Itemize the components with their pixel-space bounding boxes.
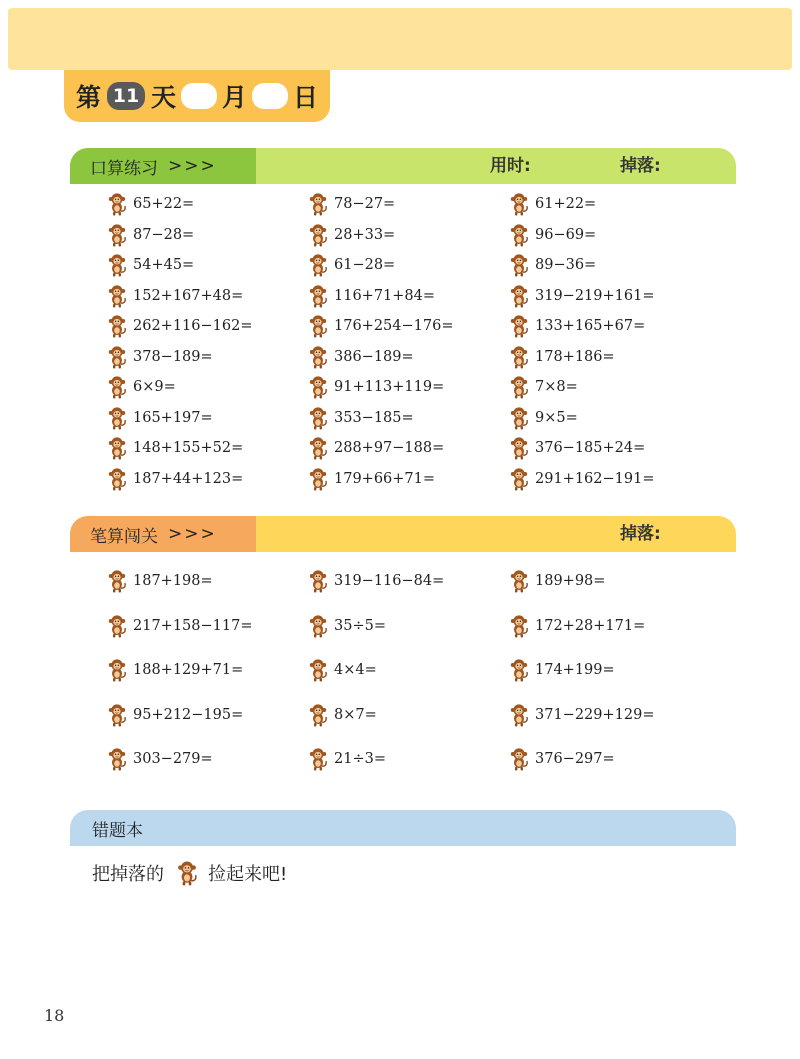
problem-expression: 386−189= (334, 348, 414, 365)
problem-expression: 376−297= (535, 751, 615, 767)
problem-expression: 376−185+24= (535, 440, 646, 456)
problem-expression: 96−69= (535, 226, 597, 243)
oral-practice-title: 口算练习 (90, 158, 158, 179)
monkey-icon (176, 860, 198, 886)
wrong-answer-book-bar (70, 810, 736, 846)
problem-expression: 188+129+71= (133, 662, 244, 678)
written-dropped-label: 掉落: (620, 524, 661, 544)
problem-expression: 116+71+84= (334, 287, 436, 304)
monkey-icon (308, 467, 328, 491)
time-used-label: 用时: (490, 156, 531, 176)
problem-item (107, 466, 243, 492)
oral-arrows: >>> (168, 156, 217, 176)
written-practice-bar (70, 516, 736, 552)
written-practice-label (70, 516, 256, 552)
problem-expression: 187+198= (133, 573, 213, 589)
problem-expression: 319−219+161= (535, 287, 655, 304)
problem-item (509, 702, 654, 728)
problem-item (308, 191, 395, 217)
problem-expression: 178+186= (535, 348, 615, 365)
date-label: 日 (293, 83, 319, 112)
monkey-icon (308, 223, 328, 247)
monkey-icon (509, 314, 529, 338)
problem-item (509, 283, 654, 309)
monkey-icon (308, 614, 328, 638)
monkey-icon (308, 658, 328, 682)
monkey-icon (308, 406, 328, 430)
problem-expression: 9×5= (535, 409, 578, 426)
problem-expression: 189+98= (535, 573, 606, 589)
problem-expression: 148+155+52= (133, 440, 244, 456)
monkey-icon (308, 284, 328, 308)
date-blank-field[interactable] (252, 83, 288, 109)
problem-item (509, 657, 615, 683)
problem-item (308, 313, 453, 339)
monkey-icon (308, 747, 328, 771)
problem-expression: 152+167+48= (133, 287, 244, 304)
problem-item (308, 657, 377, 683)
problem-expression: 174+199= (535, 662, 615, 678)
problem-item (107, 222, 194, 248)
monkey-icon (107, 345, 127, 369)
monkey-icon (308, 314, 328, 338)
problem-item (308, 283, 435, 309)
problem-item (308, 405, 414, 431)
oral-practice-label (70, 148, 256, 184)
problem-item (509, 405, 578, 431)
day-prefix: 第 (76, 83, 102, 112)
problem-expression: 4×4= (334, 662, 377, 678)
problem-item (308, 222, 395, 248)
monkey-icon (107, 467, 127, 491)
problem-item (509, 252, 596, 278)
problem-item (509, 435, 645, 461)
problem-expression: 28+33= (334, 226, 396, 243)
problem-expression: 378−189= (133, 348, 213, 365)
problem-item (107, 568, 213, 594)
problem-expression: 91+113+119= (334, 379, 445, 395)
monkey-icon (509, 747, 529, 771)
month-label: 月 (222, 83, 248, 112)
monkey-icon (107, 253, 127, 277)
problem-item (107, 252, 194, 278)
top-banner (8, 8, 792, 70)
problem-item (107, 374, 176, 400)
monkey-icon (509, 284, 529, 308)
problem-expression: 61−28= (334, 257, 396, 273)
problem-item (308, 702, 377, 728)
problem-item (107, 191, 194, 217)
monkey-icon (107, 284, 127, 308)
monkey-icon (509, 345, 529, 369)
page-number: 18 (44, 1006, 65, 1025)
problem-item (107, 702, 243, 728)
pickup-instruction (92, 858, 287, 888)
problem-expression: 172+28+171= (535, 617, 646, 634)
problem-item (308, 252, 395, 278)
monkey-icon (509, 223, 529, 247)
problem-item (107, 344, 213, 370)
problem-expression: 89−36= (535, 257, 597, 273)
monkey-icon (509, 614, 529, 638)
monkey-icon (509, 569, 529, 593)
monkey-icon (509, 253, 529, 277)
problem-item (509, 344, 615, 370)
problem-item (509, 191, 596, 217)
problem-expression: 8×7= (334, 706, 377, 723)
problem-item (308, 435, 444, 461)
problem-expression: 21÷3= (334, 751, 386, 767)
problem-expression: 176+254−176= (334, 318, 454, 334)
problem-item (107, 405, 213, 431)
monkey-icon (107, 703, 127, 727)
day-suffix: 天 (151, 83, 177, 112)
problem-expression: 35÷5= (334, 617, 386, 634)
problem-item (509, 568, 605, 594)
oral-practice-bar (70, 148, 736, 184)
monkey-icon (509, 406, 529, 430)
problem-expression: 165+197= (133, 409, 213, 426)
problem-item (308, 374, 444, 400)
oral-dropped-label: 掉落: (620, 156, 661, 176)
problem-item (308, 568, 444, 594)
problem-expression: 262+116−162= (133, 318, 253, 334)
monkey-icon (308, 253, 328, 277)
monkey-icon (308, 345, 328, 369)
problem-expression: 7×8= (535, 379, 578, 395)
problem-expression: 353−185= (334, 409, 414, 426)
monkey-icon (107, 658, 127, 682)
monkey-icon (107, 747, 127, 771)
problem-expression: 288+97−188= (334, 440, 445, 456)
monkey-icon (308, 703, 328, 727)
monkey-icon (509, 436, 529, 460)
monkey-icon (107, 192, 127, 216)
monkey-icon (107, 223, 127, 247)
problem-item (107, 435, 243, 461)
problem-item (509, 222, 596, 248)
problem-item (509, 746, 615, 772)
problem-item (107, 283, 243, 309)
monkey-icon (107, 375, 127, 399)
problem-expression: 95+212−195= (133, 706, 244, 723)
problem-expression: 133+165+67= (535, 318, 646, 334)
monkey-icon (107, 436, 127, 460)
monkey-icon (509, 375, 529, 399)
problem-item (107, 746, 213, 772)
problem-expression: 217+158−117= (133, 617, 253, 634)
problem-item (308, 613, 386, 639)
problem-expression: 87−28= (133, 226, 195, 243)
problem-item (107, 613, 252, 639)
monkey-icon (107, 569, 127, 593)
problem-item (308, 746, 386, 772)
monkey-icon (308, 569, 328, 593)
monkey-icon (308, 192, 328, 216)
problem-item (308, 344, 414, 370)
pickup-text-before: 把掉落的 (92, 864, 164, 885)
problem-expression: 179+66+71= (334, 470, 436, 487)
problem-expression: 303−279= (133, 751, 213, 767)
monkey-icon (509, 467, 529, 491)
problem-item (509, 374, 578, 400)
problem-expression: 6×9= (133, 379, 176, 395)
written-arrows: >>> (168, 524, 217, 544)
monkey-icon (509, 658, 529, 682)
monkey-icon (107, 314, 127, 338)
monkey-icon (308, 436, 328, 460)
problem-expression: 78−27= (334, 196, 396, 212)
problem-item (107, 313, 252, 339)
problem-expression: 61+22= (535, 196, 597, 212)
monkey-icon (509, 703, 529, 727)
problem-expression: 371−229+129= (535, 706, 655, 723)
problem-expression: 65+22= (133, 196, 195, 212)
problem-item (509, 613, 645, 639)
problem-expression: 319−116−84= (334, 573, 445, 589)
day-number-badge: 11 (107, 82, 145, 110)
wrong-answer-book-title: 错题本 (92, 820, 143, 841)
pickup-text-after: 捡起来吧! (208, 864, 288, 885)
problem-item (509, 313, 645, 339)
month-blank-field[interactable] (181, 83, 217, 109)
problem-expression: 187+44+123= (133, 470, 244, 487)
monkey-icon (308, 375, 328, 399)
problem-item (509, 466, 654, 492)
monkey-icon (107, 406, 127, 430)
problem-expression: 291+162−191= (535, 470, 655, 487)
problem-item (308, 466, 435, 492)
problem-item (107, 657, 243, 683)
written-practice-title: 笔算闯关 (90, 526, 158, 547)
monkey-icon (509, 192, 529, 216)
monkey-icon (107, 614, 127, 638)
problem-expression: 54+45= (133, 257, 195, 273)
day-header (64, 70, 330, 122)
